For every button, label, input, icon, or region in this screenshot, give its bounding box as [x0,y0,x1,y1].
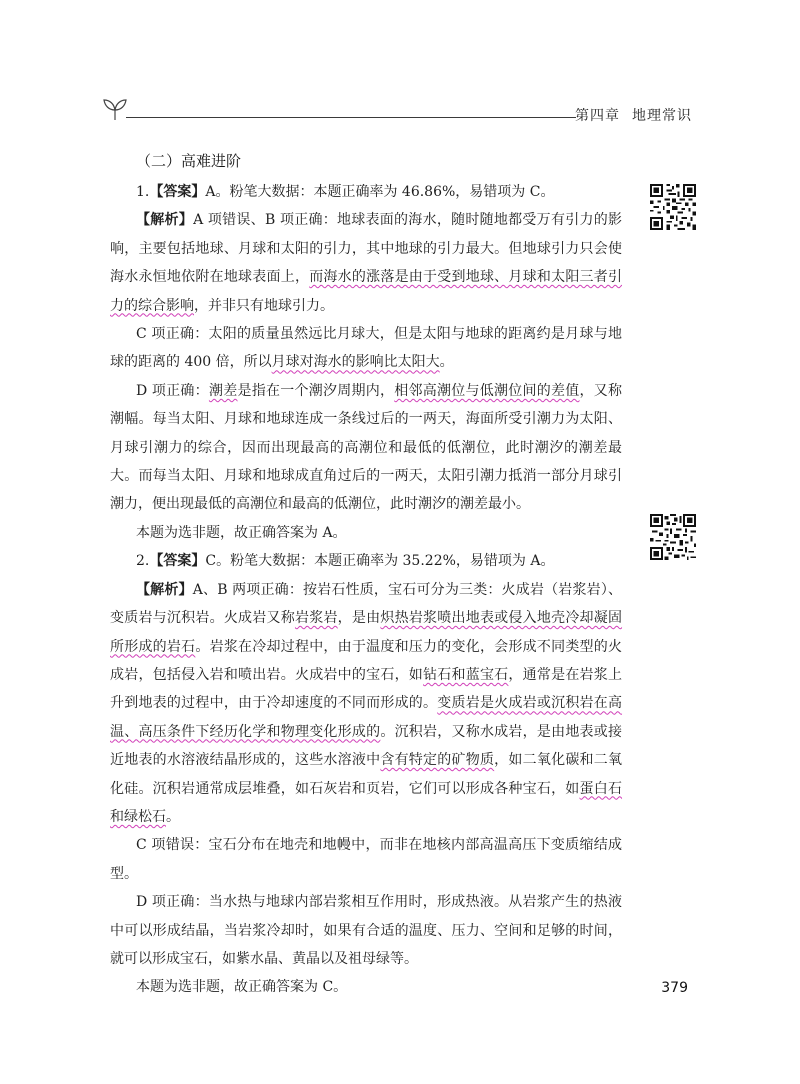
highlighted-text: 潮差 [208,382,238,399]
q1-text: ，并非只有地球引力。 [194,297,334,314]
chapter-number: 第四章 [575,108,620,124]
q1-text: 是指在一个潮汐周期内， [237,382,395,399]
q2-text: 。沉积岩，又称水成岩，是由地表或接近地表的水溶液结晶形成的，这些水溶液中 [110,723,623,769]
q2-analysis-tag: 【解析】 [136,581,193,598]
q2-text: A、B 两项正确：按岩石性质，宝石可分为三类：火成岩（岩浆岩）、变质岩与沉积岩。火成岩又称 [110,581,622,627]
highlighted-text: 相邻高潮位与低潮位间的差值 [394,382,580,399]
highlighted-text: 钻石和蓝宝石 [423,666,509,683]
q1-answer-text: A。粉笔大数据：本题正确率为 46.86%，易错项为 C。 [205,184,555,200]
q2-analysis-ab [110,576,622,832]
q1-analysis-ab [110,206,622,320]
q1-analysis-d [110,377,622,519]
q1-analysis-tag: 【解析】 [136,212,194,229]
highlighted-text: 炽热岩浆喷出地表或侵入地壳冷却凝固所形成的岩石 [110,610,623,655]
highlighted-text: 蛋白石和绿松石 [110,780,623,825]
q1-text: A 项错误、B 项正确：地球表面的海水，随时随地都受万有引力的影响，主要包括地球、月球和太阳的引力，其中地球的引力最大。但地球引力只会使海水永恒地依附在地球表面上， [110,212,622,286]
q2-answer-line [110,547,622,575]
highlighted-text: 月球对海水的影响比太阳大 [271,354,440,371]
section-title: （二）高难进阶 [136,152,242,170]
q2-number: 2. [136,553,150,570]
q2-answer-text: C。粉笔大数据：本题正确率为 35.22%，易错项为 A。 [205,553,555,570]
q2-analysis-d: D 项正确：当水热与地球内部岩浆相互作用时，形成热液。从岩浆产生的热液中可以形成结晶，当岩浆冷却时，如果有合适的温度、压力、空间和足够的时间，就可以形成宝石，如紫水晶、黄晶以及祖母绿等。 [110,894,622,967]
page-number: 379 [661,980,688,996]
q2-text: ，是由 [337,610,381,627]
q1-analysis-c [110,320,622,377]
q2-answer-tag: 【答案】 [149,553,206,570]
qr-code-1[interactable] [650,184,696,230]
q1-text: D 项正确： [136,382,209,399]
q2-text: 。岩浆在冷却过程中，由于温度和压力的变化，会形成不同类型的火成岩，包括侵入岩和喷出岩。火成岩中的宝石，如 [110,638,623,683]
q1-number: 1. [136,184,150,200]
highlighted-text: 含有特定的矿物质 [380,752,495,769]
q1-conclusion: 本题为选非题，故正确答案为 A。 [136,524,347,541]
highlighted-text: 岩浆岩 [294,610,338,627]
q2-text: ，通常是在岩浆上升到地表的过程中，由于冷却速度的不同而形成的。 [110,666,623,712]
q2-conclusion: 本题为选非题，故正确答案为 C。 [136,979,348,996]
q2-text: ，如二氧化碳和二氧化硅。沉积岩通常成层堆叠，如石灰岩和页岩，它们可以形成各种宝石，如 [110,752,623,797]
page-header [100,96,700,126]
qr-code-2[interactable] [650,514,696,560]
sprout-icon [100,96,130,122]
chapter-title: 地理常识 [632,108,692,124]
q1-text: C 项正确：太阳的质量虽然远比月球大，但是太阳与地球的距离约是月球与地球的距离的 400 倍，所以 [110,326,622,371]
highlighted-text: 而海水的涨落是由于受到地球、月球和太阳三者引力的综合影响 [110,269,623,314]
q1-text: 。 [439,354,454,371]
q1-answer-line [110,178,622,206]
chapter-label [575,105,692,125]
q1-text: ，又称潮幅。每当太阳、月球和地球连成一条线过后的一两天，海面所受引潮力为太阳、月球引潮力的综合，因而出现最高的高潮位和最低的低潮位，此时潮汐的潮差最大。而每当太阳、月球和地球成直角过后的一两天，太阳引潮力抵消一部分月球引潮力，便出现最低的高潮位和最高的低潮位，此时潮汐的潮差最小。 [110,382,623,513]
q1-answer-tag: 【答案】 [149,184,206,200]
header-rule [126,117,576,118]
answer-content [110,178,622,1002]
q2-text: 。 [166,808,180,825]
q2-analysis-c: C 项错误：宝石分布在地壳和地幔中，而非在地核内部高温高压下变质缩结成型。 [110,837,622,882]
highlighted-text: 变质岩是火成岩或沉积岩在高温、高压条件下经历化学和物理变化形成的 [110,695,623,740]
